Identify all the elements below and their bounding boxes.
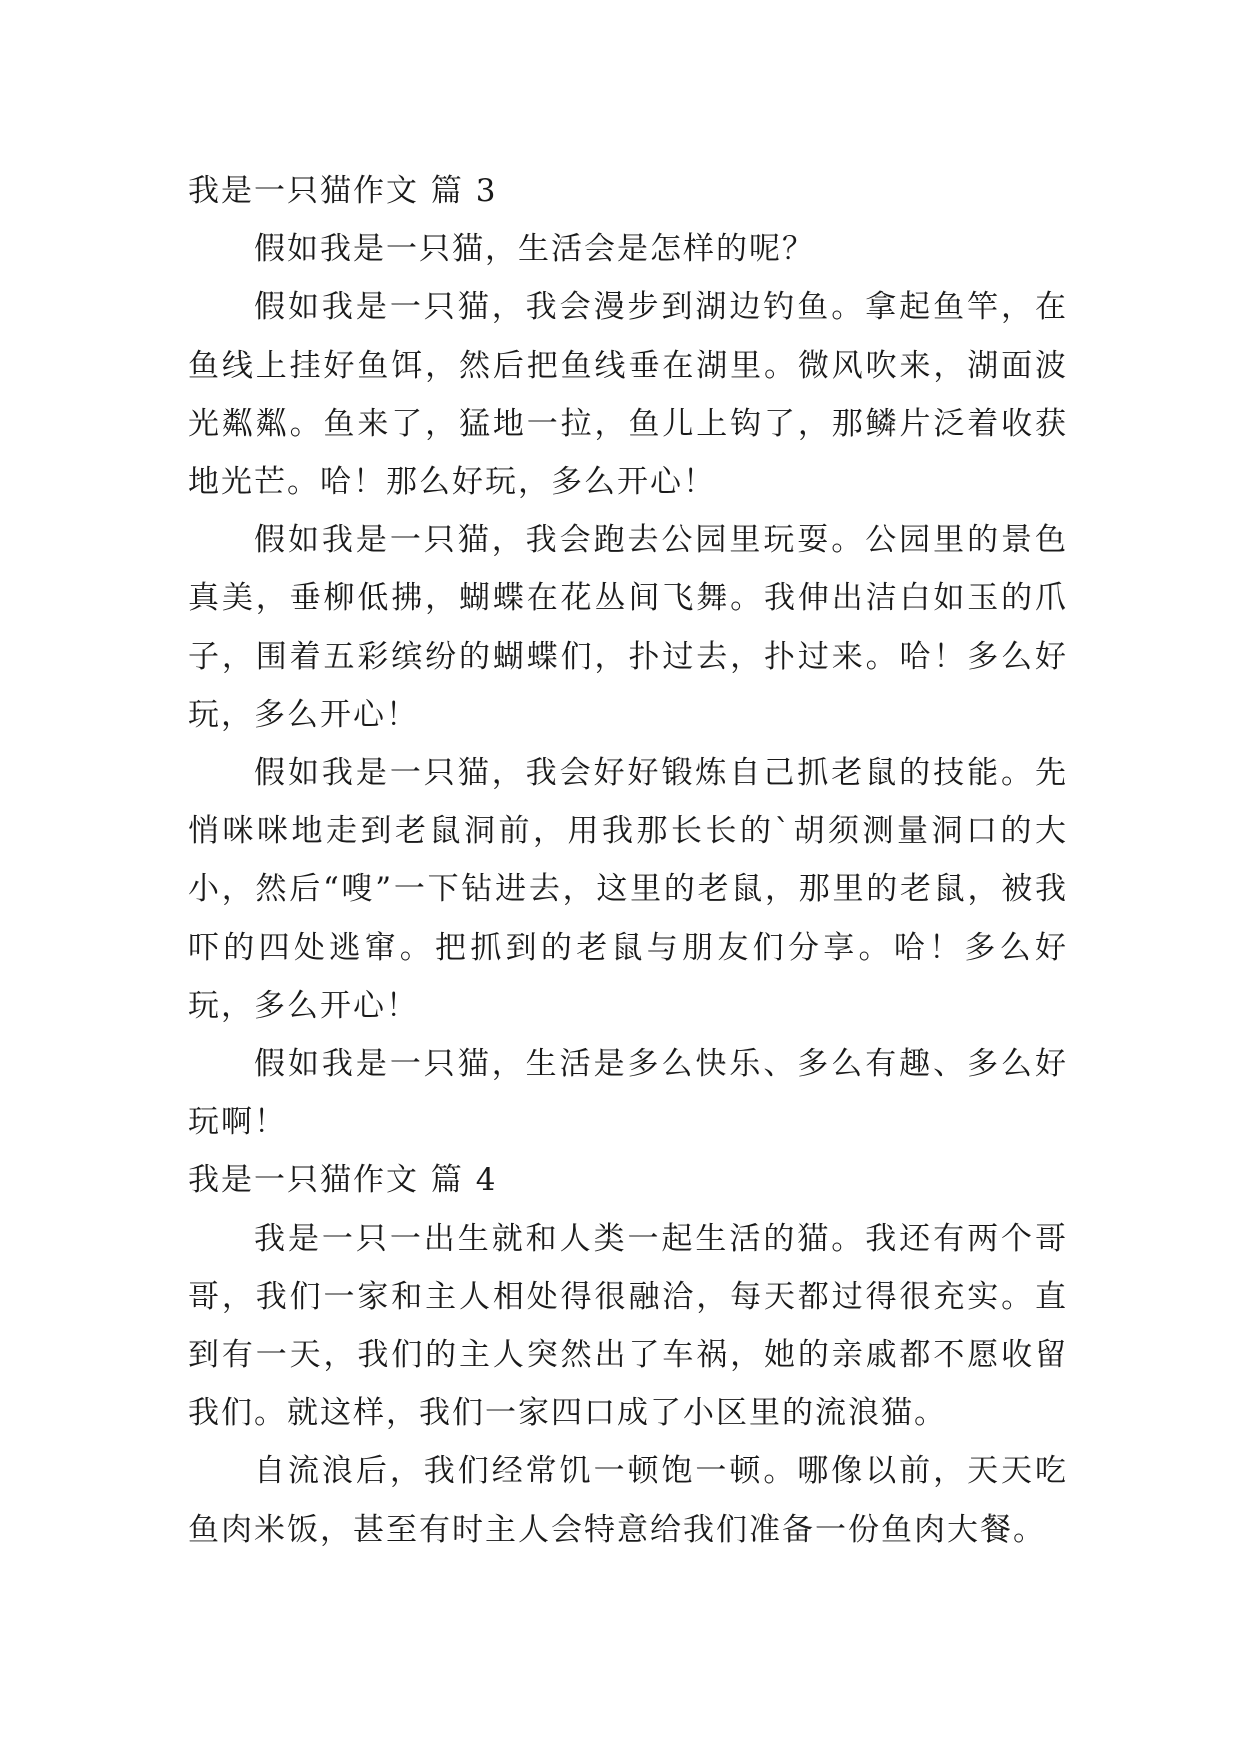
document-body: [188, 162, 1068, 1559]
paragraph: 假如我是一只猫，我会跑去公园里玩耍。公园里的景色真美，垂柳低拂，蝴蝶在花丛间飞舞。我伸出洁白如玉的爪子，围着五彩缤纷的蝴蝶们，扑过去，扑过来。哈！多么好玩，多么开心！: [188, 522, 1068, 733]
paragraph: 自流浪后，我们经常饥一顿饱一顿。哪像以前，天天吃鱼肉米饭，甚至有时主人会特意给我们准备一份鱼肉大餐。: [188, 1453, 1068, 1548]
paragraph: 我是一只一出生就和人类一起生活的猫。我还有两个哥哥，我们一家和主人相处得很融洽，每天都过得很充实。直到有一天，我们的主人突然出了车祸，她的亲戚都不愿收留我们。就这样，我们一家四口成了小区里的流浪猫。: [188, 1220, 1068, 1432]
section-heading: 我是一只猫作文 篇 3: [188, 173, 498, 209]
paragraph: 假如我是一只猫，我会好好锻炼自己抓老鼠的技能。先悄咪咪地走到老鼠洞前，用我那长长的`胡须测量洞口的大小，然后“嗖”一下钻进去，这里的老鼠，那里的老鼠，被我吓的四处逃窜。把抓到的老鼠与朋友们分享。哈！多么好玩，多么开心！: [188, 755, 1068, 1024]
paragraph: 假如我是一只猫，生活会是怎样的呢？: [254, 231, 815, 268]
paragraph: 假如我是一只猫，我会漫步到湖边钓鱼。拿起鱼竿，在鱼线上挂好鱼饵，然后把鱼线垂在湖里。微风吹来，湖面波光粼粼。鱼来了，猛地一拉，鱼儿上钩了，那鳞片泛着收获地光芒。哈！那么好玩，多么开心！: [188, 289, 1068, 501]
paragraph: 假如我是一只猫，生活是多么快乐、多么有趣、多么好玩啊！: [188, 1046, 1068, 1141]
section-heading: 我是一只猫作文 篇 4: [188, 1162, 498, 1199]
